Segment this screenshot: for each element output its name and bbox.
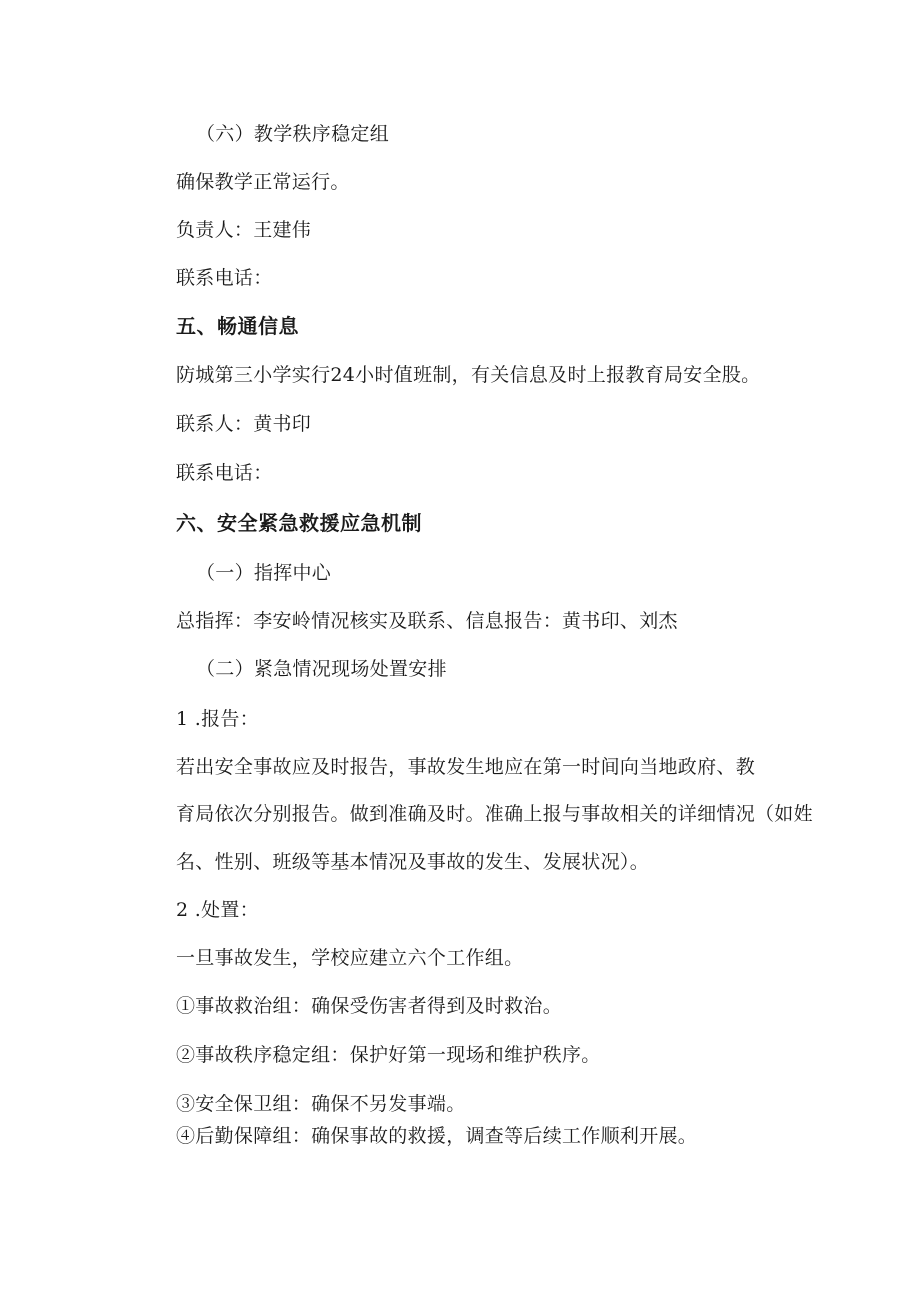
item-two-handling: 2 .处置： [176, 899, 259, 921]
item-one-paragraph-line-1: 若出安全事故应及时报告，事故发生地应在第一时间向当地政府、教 [176, 756, 756, 778]
group-three: ③安全保卫组：确保不另发事端。 [176, 1093, 466, 1115]
heading-six-sub-one-description: 总指挥：李安岭情况核实及联系、信息报告：黄书印、刘杰 [176, 610, 678, 632]
group-one: ①事故救治组：确保受伤害者得到及时救治。 [176, 995, 563, 1017]
heading-five-contact: 联系人：黄书印 [176, 413, 312, 435]
item-one-report: 1 .报告： [176, 708, 259, 730]
section-six-phone: 联系电话： [176, 267, 273, 289]
heading-five: 五、畅通信息 [176, 314, 299, 338]
group-two: ②事故秩序稳定组：保护好第一现场和维护秩序。 [176, 1044, 601, 1066]
heading-six: 六、安全紧急救援应急机制 [176, 511, 422, 535]
section-six-subtitle: （六）教学秩序稳定组 [196, 123, 390, 145]
heading-six-sub-one: （一）指挥中心 [196, 562, 332, 584]
item-one-paragraph-line-3: 名、性别、班级等基本情况及事故的发生、发展状况）。 [176, 851, 650, 873]
heading-six-sub-two: （二）紧急情况现场处置安排 [196, 658, 447, 680]
item-one-paragraph-line-2: 育局依次分别报告。做到准确及时。准确上报与事故相关的详细情况（如姓 [176, 803, 813, 825]
item-two-intro: 一旦事故发生，学校应建立六个工作组。 [176, 947, 524, 969]
heading-five-phone: 联系电话： [176, 462, 273, 484]
section-six-person: 负责人：王建伟 [176, 219, 312, 241]
section-six-description: 确保教学正常运行。 [176, 171, 350, 193]
group-four: ④后勤保障组：确保事故的救援，调查等后续工作顺利开展。 [176, 1125, 698, 1147]
heading-five-description: 防城第三小学实行24小时值班制，有关信息及时上报教育局安全股。 [176, 364, 761, 386]
